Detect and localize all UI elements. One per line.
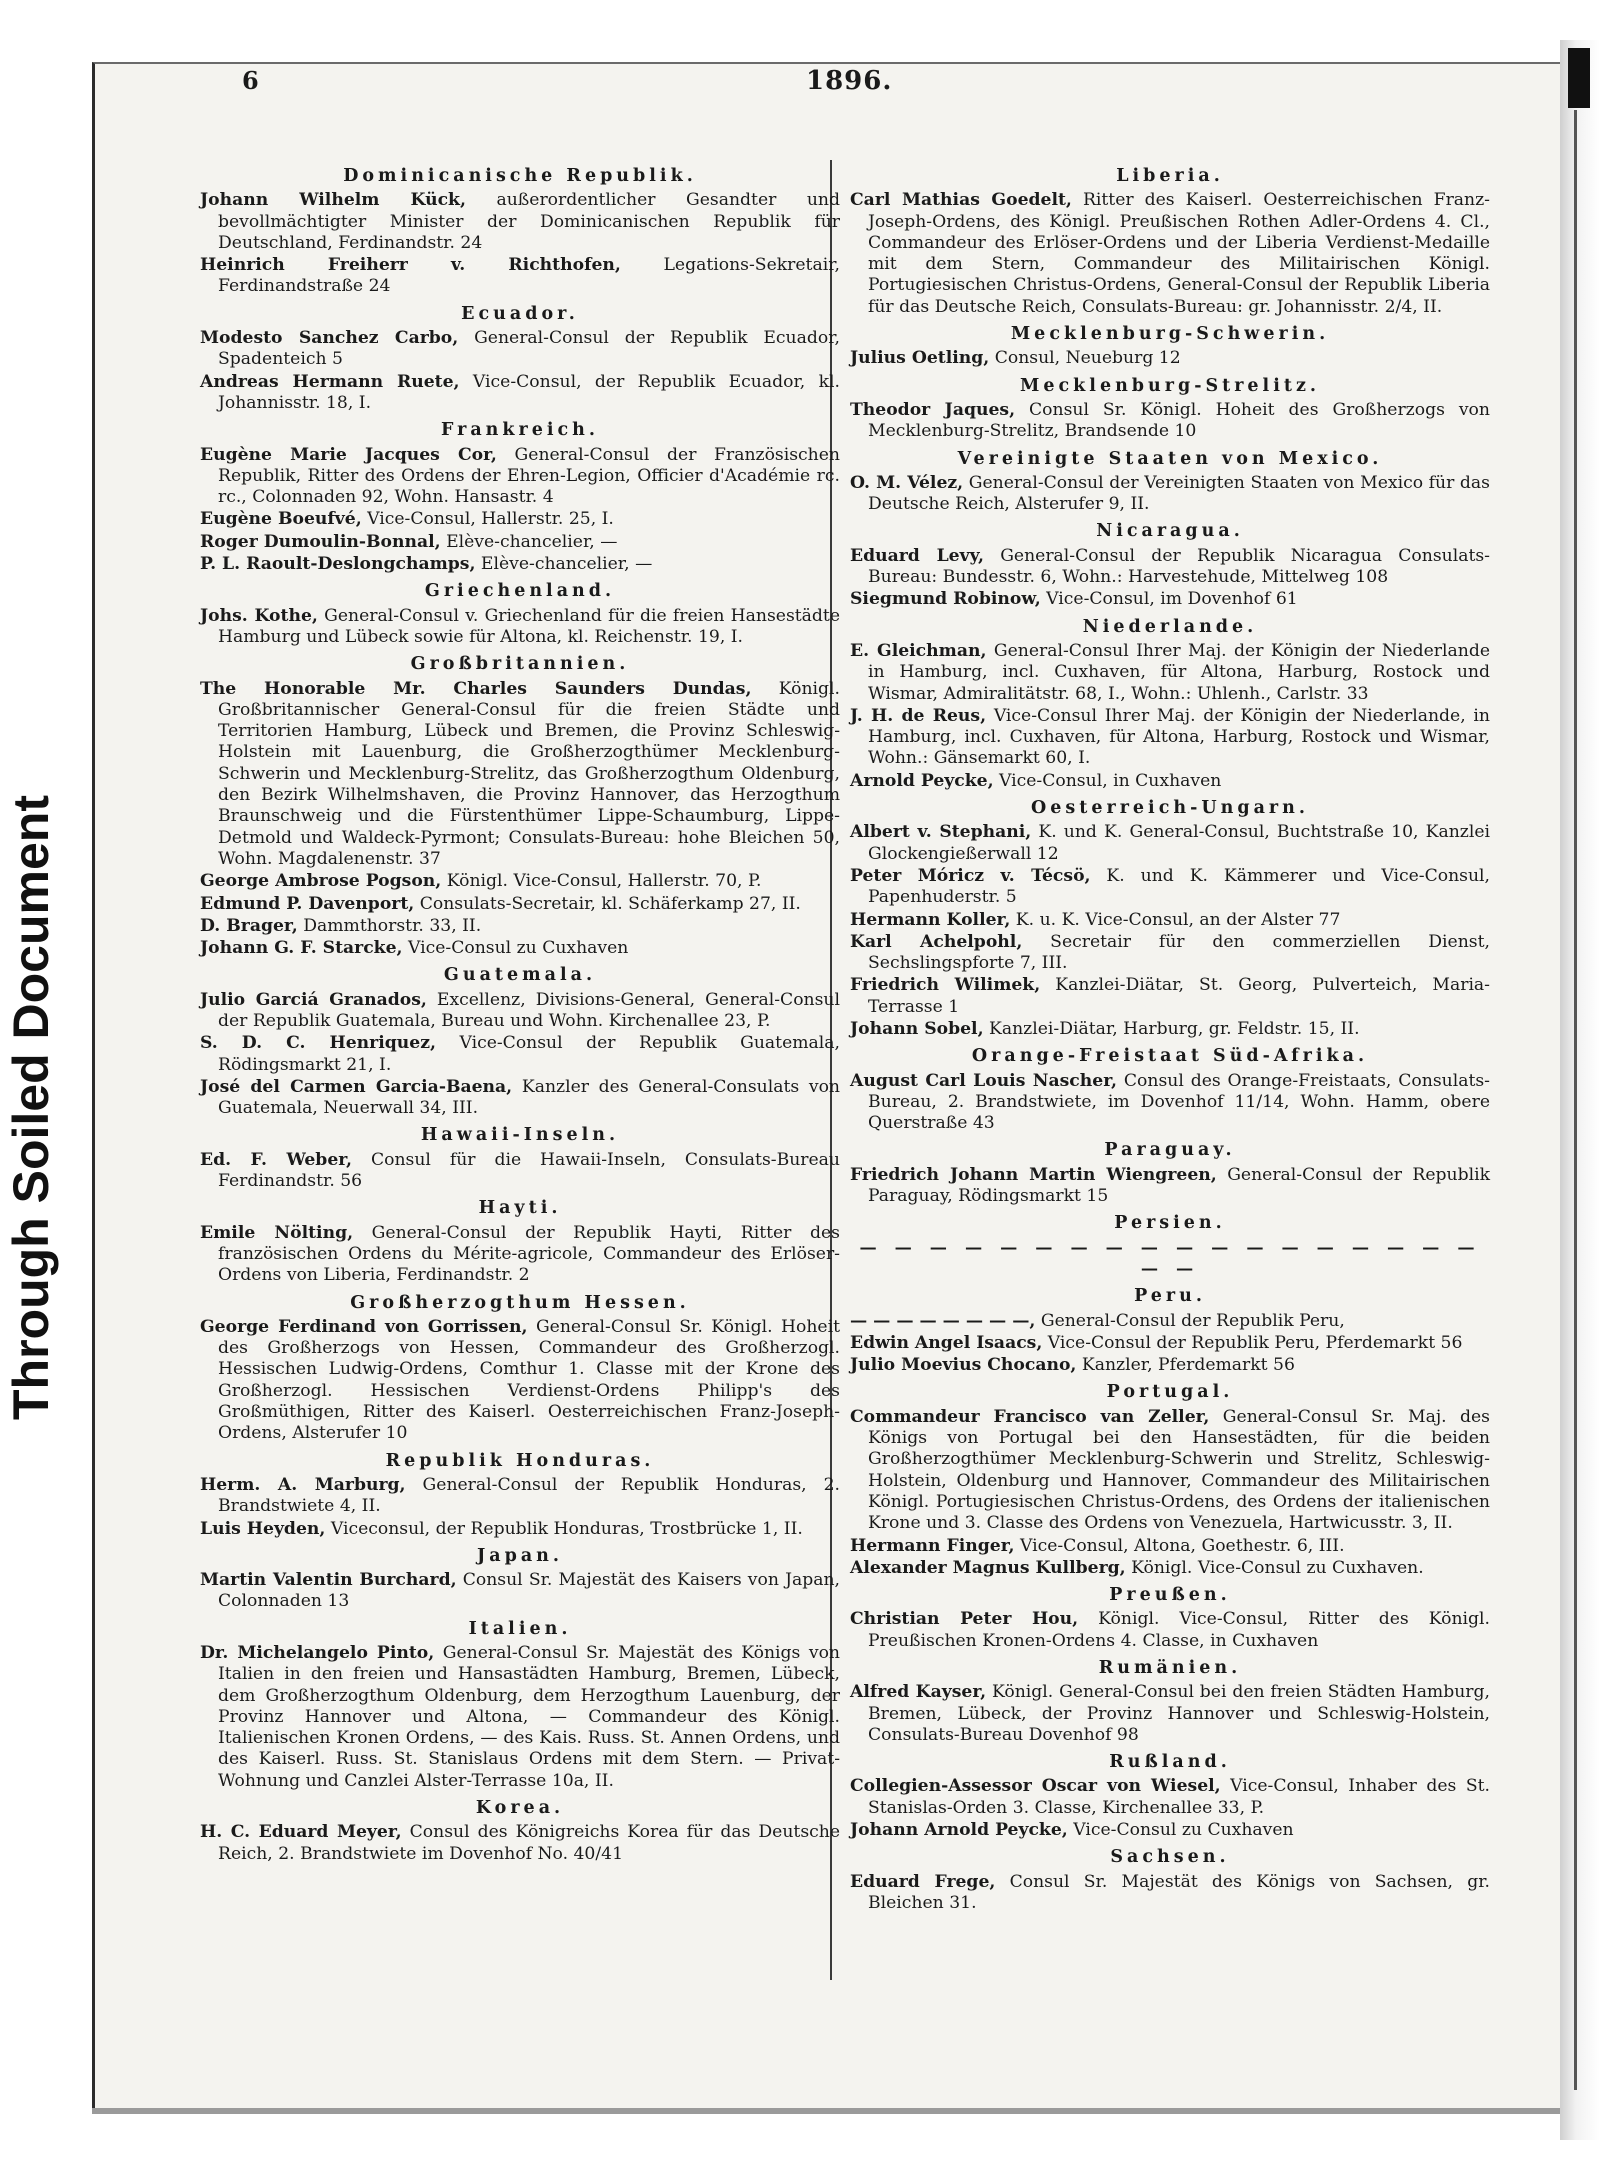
directory-entry bbox=[200, 871, 840, 892]
entry-details: General-Consul der Republik Ecuador, Spadenteich 5 bbox=[218, 328, 840, 370]
entry-details: Consul des Königreichs Korea für das Deutsche Reich, 2. Brandstwiete im Dovenhof No. 40/41 bbox=[218, 1822, 840, 1864]
entry-name: Arnold Peycke, bbox=[850, 770, 994, 791]
entry-details: Kanzlei-Diätar, Harburg, gr. Feldstr. 15, II. bbox=[983, 1018, 1360, 1039]
entry-details: General-Consul der Republik Honduras, 2. Brandstwiete 4, II. bbox=[218, 1474, 840, 1517]
entry-name: J. H. de Reus, bbox=[850, 705, 987, 726]
section-heading: Griechenland. bbox=[424, 581, 616, 602]
section-heading: Liberia. bbox=[1116, 166, 1224, 186]
entry-name: Johs. Kothe, bbox=[200, 605, 318, 626]
directory-entry bbox=[200, 1317, 840, 1445]
entry-details: außerordentlicher Gesandter und bevollmächtigter Minister der Dominicanischen Republik für Deutschland, Ferdinandstr. 24 bbox=[218, 190, 841, 253]
section-heading: Korea. bbox=[475, 1798, 565, 1819]
directory-entry bbox=[850, 348, 1490, 369]
section-heading: Paraguay. bbox=[1104, 1140, 1236, 1161]
entry-name: Albert v. Stephani, bbox=[850, 822, 1032, 843]
entry-details: Vice-Consul, Hallerstr. 25, I. bbox=[361, 509, 614, 530]
entry-details: Kanzlei-Diätar, St. Georg, Pulverteich, Maria-Terrasse 1 bbox=[868, 975, 1490, 1017]
entry-details: General-Consul der Republik Nicaragua Consulats-Bureau: Bundesstr. 6, Wohn.: Harvestehude, Mittelweg 108 bbox=[868, 545, 1490, 588]
entry-name: Hermann Finger, bbox=[850, 1535, 1015, 1556]
section-heading: Orange-Freistaat Süd-Afrika. bbox=[971, 1046, 1369, 1067]
entry-name: Alexander Magnus Kullberg, bbox=[850, 1557, 1126, 1578]
entry-details: Consul für die Hawaii-Inseln, Consulats-Bureau Ferdinandstr. 56 bbox=[218, 1149, 840, 1192]
entry-details: Vice-Consul, Inhaber des St. Stanislas-Orden 3. Classe, Kirchenallee 33, P. bbox=[868, 1776, 1490, 1818]
directory-entry bbox=[200, 1150, 840, 1193]
entry-details: Ritter des Kaiserl. Oesterreichischen Franz-Joseph-Ordens, des Königl. Preußischen Rothen Adler-Ordens 4. Cl., Commandeur des Erlöser-Ordens und der Liberia Verdienst-Medaille mit dem Stern, Commandeur des Militairischen Königl. Portugiesischen Christus-Ordens, General-Consul der Republik Liberia für das Deutsche Reich, Consulats-Bureau: gr. Johannisstr. 2/4, II. bbox=[868, 190, 1490, 317]
directory-entry bbox=[850, 1071, 1490, 1135]
directory-entry bbox=[850, 866, 1490, 909]
section-heading: Dominicanische Republik. bbox=[343, 166, 697, 186]
entry-name: Julio Moevius Chocano, bbox=[850, 1355, 1077, 1376]
entry-name: P. L. Raoult-Deslongchamps, bbox=[200, 554, 476, 575]
entry-name: Alfred Kayser, bbox=[850, 1682, 987, 1703]
entry-name: Julius Oetling, bbox=[850, 348, 990, 369]
right-column bbox=[850, 160, 1490, 1915]
entry-details: Königl. Vice-Consul, Ritter des Königl. Preußischen Kronen-Ordens 4. Classe, in Cuxhaven bbox=[868, 1609, 1491, 1651]
section-heading: Preußen. bbox=[1109, 1585, 1231, 1606]
section-heading: Rumänien. bbox=[1098, 1658, 1242, 1678]
directory-entry bbox=[850, 1682, 1490, 1746]
directory-entry bbox=[200, 606, 840, 649]
entry-details: Consul, Neueburg 12 bbox=[989, 348, 1181, 369]
directory-entry bbox=[200, 372, 840, 415]
directory-entry bbox=[200, 916, 840, 937]
entry-name: Eugène Boeufvé, bbox=[200, 509, 362, 530]
section-heading: Rußland. bbox=[1109, 1752, 1231, 1773]
entry-details: K. und K. Kämmerer und Vice-Consul, Papenhuderstr. 5 bbox=[868, 865, 1490, 908]
page-right-edge bbox=[1560, 40, 1600, 2140]
entry-details: Consul Sr. Königl. Hoheit des Großherzogs von Mecklenburg-Strelitz, Brandsende 10 bbox=[868, 399, 1490, 442]
directory-entry bbox=[850, 1333, 1490, 1354]
entry-details: Vice-Consul der Republik Guatemala, Rödingsmarkt 21, I. bbox=[218, 1033, 840, 1075]
entry-name: Martin Valentin Burchard, bbox=[200, 1570, 457, 1591]
directory-entry bbox=[850, 975, 1490, 1018]
entry-details: Secretair für den commerziellen Dienst, Sechslingspforte 7, III. bbox=[868, 931, 1490, 974]
directory-entry bbox=[200, 1643, 840, 1792]
entry-details: Vice-Consul der Republik Peru, Pferdemarkt 56 bbox=[1042, 1332, 1463, 1353]
entry-name: Luis Heyden, bbox=[200, 1518, 326, 1539]
directory-entry bbox=[200, 190, 840, 254]
section-heading: Sachsen. bbox=[1110, 1847, 1230, 1868]
entry-details: K. u. K. Vice-Consul, an der Alster 77 bbox=[1010, 909, 1341, 930]
entry-name: Johann Arnold Peycke, bbox=[850, 1820, 1068, 1841]
directory-entry bbox=[200, 509, 840, 530]
entry-details: Viceconsul, der Republik Honduras, Trostbrücke 1, II. bbox=[325, 1518, 803, 1539]
entry-details: Consulats-Secretair, kl. Schäferkamp 27, II. bbox=[414, 893, 801, 914]
entry-details: Consul Sr. Majestät des Kaisers von Japan, Colonnaden 13 bbox=[218, 1570, 840, 1612]
directory-entry bbox=[200, 532, 840, 553]
directory-entry bbox=[200, 1570, 840, 1613]
entry-name: Johann Sobel, bbox=[850, 1018, 984, 1039]
entry-name: Johann G. F. Starcke, bbox=[200, 938, 403, 959]
entry-name: Friedrich Wilimek, bbox=[850, 975, 1041, 996]
entry-details: Königl. General-Consul bei den freien Städten Hamburg, Bremen, Lübeck, der Provinz Hannover und Schleswig-Holstein, Consulats-Bureau Dovenhof 98 bbox=[868, 1682, 1490, 1745]
entry-details: Vice-Consul, in Cuxhaven bbox=[993, 770, 1222, 791]
directory-entry bbox=[850, 1165, 1490, 1208]
entry-name: Dr. Michelangelo Pinto, bbox=[200, 1643, 435, 1663]
binding-line bbox=[1574, 110, 1577, 2090]
directory-entry bbox=[200, 1519, 840, 1540]
entry-details: Legations-Sekretair, Ferdinandstraße 24 bbox=[218, 255, 840, 297]
entry-details: General-Consul Sr. Königl. Hoheit des Großherzogs von Hessen, Commandeur des Großherzogl. Hessischen Ludwig-Ordens, Comthur 1. Classe mit der Krone des Großherzogl. Hessischen Verdienst-Ordens Philipp's des Großmüthigen, Ritter des Kaiserl. Oesterreichischen Franz-Joseph-Ordens, Alsterufer 10 bbox=[218, 1316, 840, 1444]
entry-details: Vice-Consul, im Dovenhof 61 bbox=[1040, 589, 1298, 610]
entry-name: Commandeur Francisco van Zeller, bbox=[850, 1406, 1210, 1427]
section-heading: Mecklenburg-Strelitz. bbox=[1020, 375, 1320, 396]
entry-name: Eduard Frege, bbox=[850, 1871, 996, 1892]
directory-entry bbox=[850, 1407, 1490, 1535]
page-bottom-shadow bbox=[92, 2108, 1568, 2114]
entry-name: The Honorable Mr. Charles Saunders Dundas, bbox=[200, 678, 752, 699]
directory-entry bbox=[200, 255, 840, 298]
soiled-document-stamp: Through Soiled Document bbox=[3, 795, 59, 1420]
section-heading: Frankreich. bbox=[441, 420, 599, 441]
directory-entry bbox=[200, 554, 840, 575]
directory-entry bbox=[200, 1475, 840, 1518]
section-heading: Oesterreich-Ungarn. bbox=[1031, 798, 1309, 819]
entry-name: Edmund P. Davenport, bbox=[200, 893, 415, 914]
page-year: 1896. bbox=[806, 66, 893, 96]
entry-details: Consul Sr. Majestät des Königs von Sachsen, gr. Bleichen 31. bbox=[868, 1871, 1490, 1913]
entry-details: General-Consul v. Griechenland für die freien Hansestädte Hamburg und Lübeck sowie für Altona, kl. Reichenstr. 19, I. bbox=[218, 605, 841, 647]
section-heading: Großherzogthum Hessen. bbox=[350, 1292, 690, 1313]
entry-name: Carl Mathias Goedelt, bbox=[850, 190, 1072, 211]
entry-details: Königl. Großbritannischer General-Consul für die freien Städte und Territorien Hamburg, Lübeck und Bremen, die Provinz Schleswig-Holstein mit Lauenburg, die Großherzogthümer Mecklenburg-Schwerin und Mecklenburg-Strelitz, das Großherzogthum Oldenburg, den Bezirk Wilhelmshaven, die Provinz Hannover, das Herzogthum Braunschweig und die Fürstenthümer Lippe-Schaumburg, Lippe-Detmold und Waldeck-Pyrmont; Consulats-Bureau: hohe Bleichen 50, Wohn. Magdalenenstr. 37 bbox=[218, 678, 840, 869]
entry-name: Friedrich Johann Martin Wiengreen, bbox=[850, 1164, 1217, 1185]
directory-entry bbox=[850, 400, 1490, 443]
entry-details: Vice-Consul zu Cuxhaven bbox=[402, 938, 629, 959]
entry-details: Vice-Consul, der Republik Ecuador, kl. Johannisstr. 18, I. bbox=[218, 371, 840, 413]
directory-entry bbox=[200, 1223, 840, 1287]
section-heading: Peru. bbox=[1134, 1286, 1206, 1307]
entry-name: Heinrich Freiherr v. Richthofen, bbox=[200, 255, 621, 276]
entry-details: General-Consul der Vereinigten Staaten von Mexico für das Deutsche Reich, Alsterufer 9, II. bbox=[868, 472, 1490, 515]
section-heading: Republik Honduras. bbox=[385, 1450, 655, 1471]
section-heading: Niederlande. bbox=[1082, 616, 1258, 637]
entry-name: Eugène Marie Jacques Cor, bbox=[200, 444, 497, 465]
entry-name: Johann Wilhelm Kück, bbox=[200, 190, 466, 211]
binding-marker bbox=[1568, 48, 1590, 108]
directory-entry bbox=[850, 1019, 1490, 1040]
entry-name: Roger Dumoulin-Bonnal, bbox=[200, 531, 441, 552]
entry-details: Kanzler, Pferdemarkt 56 bbox=[1076, 1355, 1295, 1376]
directory-entry bbox=[850, 473, 1490, 516]
section-heading: Vereinigte Staaten von Mexico. bbox=[957, 448, 1383, 469]
entry-name: D. Brager, bbox=[200, 915, 298, 936]
section-heading: Hayti. bbox=[478, 1198, 562, 1219]
directory-entry bbox=[850, 1558, 1490, 1579]
directory-entry bbox=[200, 1033, 840, 1076]
entry-details: General-Consul der Republik Paraguay, Rödingsmarkt 15 bbox=[868, 1164, 1490, 1207]
entry-name: José del Carmen Garcia-Baena, bbox=[200, 1076, 513, 1097]
entry-details: Dammthorstr. 33, II. bbox=[297, 915, 482, 936]
entry-details: General-Consul Ihrer Maj. der Königin der Niederlande in Hamburg, incl. Cuxhaven, für Altona, Harburg, Rostock und Wismar, Admiralitätstr. 68, I., Wohn.: Uhlenh., Carlstr. 33 bbox=[868, 640, 1490, 704]
section-heading: Ecuador. bbox=[461, 303, 579, 324]
entry-name: O. M. Vélez, bbox=[850, 472, 964, 493]
entry-details: General-Consul der Französischen Republik, Ritter des Ordens der Ehren-Legion, Officier d'Académie rc. rc., Colonnaden 92, Wohn. Hansastr. 4 bbox=[218, 444, 840, 508]
entry-details: Excellenz, Divisions-General, General-Consul der Republik Guatemala, Bureau und Wohn. Kirchenallee 23, P. bbox=[218, 989, 840, 1031]
section-heading: Nicaragua. bbox=[1096, 521, 1244, 542]
directory-entry bbox=[850, 1776, 1490, 1819]
entry-details: Königl. Vice-Consul zu Cuxhaven. bbox=[1125, 1557, 1424, 1578]
directory-entry bbox=[850, 589, 1490, 610]
entry-name: Siegmund Robinow, bbox=[850, 589, 1041, 610]
directory-entry bbox=[850, 706, 1490, 770]
section-heading: Portugal. bbox=[1106, 1382, 1234, 1403]
entry-name: Karl Achelpohl, bbox=[850, 931, 1023, 952]
entry-details: General-Consul der Republik Hayti, Ritter des französischen Ordens du Mérite-agricole, Commandeur des Erlöser-Ordens von Liberia, Ferdinandstr. 2 bbox=[218, 1222, 840, 1286]
entry-details: K. und K. General-Consul, Buchtstraße 10, Kanzlei Glockengießerwall 12 bbox=[868, 822, 1490, 864]
entry-name: H. C. Eduard Meyer, bbox=[200, 1822, 402, 1843]
directory-entry bbox=[200, 328, 840, 371]
entry-name: George Ferdinand von Gorrissen, bbox=[200, 1316, 528, 1337]
directory-entry bbox=[200, 1077, 840, 1120]
section-heading: Hawaii-Inseln. bbox=[420, 1125, 620, 1146]
entry-name: E. Gleichman, bbox=[850, 640, 987, 661]
directory-entry bbox=[850, 1536, 1490, 1557]
entry-details: Kanzler des General-Consulats von Guatemala, Neuerwall 34, III. bbox=[218, 1076, 840, 1119]
vacant-entry-dashes: — — — — — — — — — — — — — — — — — — — — bbox=[859, 1237, 1481, 1279]
directory-entry bbox=[200, 1822, 840, 1865]
left-column bbox=[200, 160, 840, 1866]
directory-entry bbox=[850, 546, 1490, 589]
directory-entry bbox=[850, 771, 1490, 792]
directory-entry bbox=[850, 822, 1490, 865]
entry-details: Vice-Consul, Altona, Goethestr. 6, III. bbox=[1014, 1535, 1345, 1556]
directory-entry bbox=[200, 894, 840, 915]
entry-name: Edwin Angel Isaacs, bbox=[850, 1332, 1043, 1353]
directory-entry bbox=[850, 1820, 1490, 1841]
entry-details: Elève-chancelier, — bbox=[475, 554, 653, 575]
directory-entry bbox=[200, 679, 840, 871]
entry-name: Eduard Levy, bbox=[850, 545, 984, 566]
entry-name: Herm. A. Marburg, bbox=[200, 1474, 406, 1495]
entry-details: Königl. Vice-Consul, Hallerstr. 70, P. bbox=[441, 871, 762, 892]
page-number: 6 bbox=[242, 66, 259, 95]
directory-entry bbox=[850, 190, 1490, 318]
entry-name: Theodor Jaques, bbox=[850, 399, 1016, 420]
section-heading: Guatemala. bbox=[443, 965, 597, 986]
directory-entry bbox=[850, 1872, 1490, 1915]
directory-entry bbox=[850, 641, 1490, 705]
section-heading: Italien. bbox=[468, 1618, 572, 1639]
entry-name: Collegien-Assessor Oscar von Wiesel, bbox=[850, 1776, 1221, 1797]
directory-entry bbox=[850, 1311, 1490, 1332]
entry-details: General-Consul der Republik Peru, bbox=[1035, 1310, 1345, 1331]
directory-entry bbox=[200, 445, 840, 509]
section-heading: Mecklenburg-Schwerin. bbox=[1010, 324, 1330, 345]
section-heading: Japan. bbox=[476, 1545, 563, 1566]
entry-details: Vice-Consul Ihrer Maj. der Königin der Niederlande, in Hamburg, incl. Cuxhaven, für Altona, Harburg, Rostock und Wismar, Wohn.: Gänsemarkt 60, I. bbox=[868, 705, 1490, 769]
entry-details: Elève-chancelier, — bbox=[440, 531, 618, 552]
entry-details: General-Consul Sr. Maj. des Königs von Portugal bei den Hansestädten, für die beiden Großherzogthümer Mecklenburg-Schwerin und Strelitz, Schleswig-Holstein, Oldenburg und Hannover, Commandeur des Militairischen Königl. Portugiesischen Christus-Ordens, des Ordens der italienischen Krone und 3. Classe des Ordens von Venezuela, Hartwicusstr. 3, II. bbox=[868, 1406, 1490, 1534]
entry-name: Hermann Koller, bbox=[850, 909, 1011, 930]
directory-entry bbox=[850, 1609, 1490, 1652]
entry-name: Emile Nölting, bbox=[200, 1222, 354, 1243]
entry-name: Modesto Sanchez Carbo, bbox=[200, 328, 459, 349]
entry-name: Peter Móricz v. Técsö, bbox=[850, 865, 1091, 886]
directory-entry bbox=[850, 932, 1490, 975]
directory-entry bbox=[850, 1355, 1490, 1376]
entry-name: S. D. C. Henriquez, bbox=[200, 1033, 436, 1054]
entry-name: Andreas Hermann Ruete, bbox=[200, 371, 460, 392]
entry-name: George Ambrose Pogson, bbox=[200, 871, 442, 892]
directory-entry bbox=[850, 910, 1490, 931]
entry-name: Julio Garciá Granados, bbox=[200, 989, 427, 1010]
entry-name: Christian Peter Hou, bbox=[850, 1609, 1079, 1630]
directory-entry bbox=[200, 990, 840, 1033]
entry-details: Vice-Consul zu Cuxhaven bbox=[1067, 1820, 1294, 1841]
entry-name: — — — — — — — —, bbox=[850, 1310, 1036, 1331]
section-heading: Persien. bbox=[1114, 1213, 1226, 1234]
section-heading: Großbritannien. bbox=[410, 654, 630, 675]
entry-name: Ed. F. Weber, bbox=[200, 1149, 353, 1170]
entry-name: August Carl Louis Nascher, bbox=[850, 1070, 1117, 1091]
entry-details: Consul des Orange-Freistaats, Consulats-Bureau, 2. Brandstwiete, im Dovenhof 11/14, Wohn. Hamm, obere Querstraße 43 bbox=[868, 1070, 1490, 1134]
entry-details: General-Consul Sr. Majestät des Königs von Italien in den freien und Hansastädten Hamburg, Bremen, Lübeck, dem Großherzogthum Oldenburg, dem Herzogthum Lauenburg, der Provinz Hannover und Altona, — Commandeur des Königl. Italienischen Kronen Ordens, — des Kais. Russ. St. Annen Ordens, und des Kaiserl. Russ. St. Stanislaus Ordens mit dem Stern. — Privat-Wohnung und Canzlei Alster-Terrasse 10a, II. bbox=[218, 1643, 840, 1791]
directory-entry bbox=[200, 938, 840, 959]
